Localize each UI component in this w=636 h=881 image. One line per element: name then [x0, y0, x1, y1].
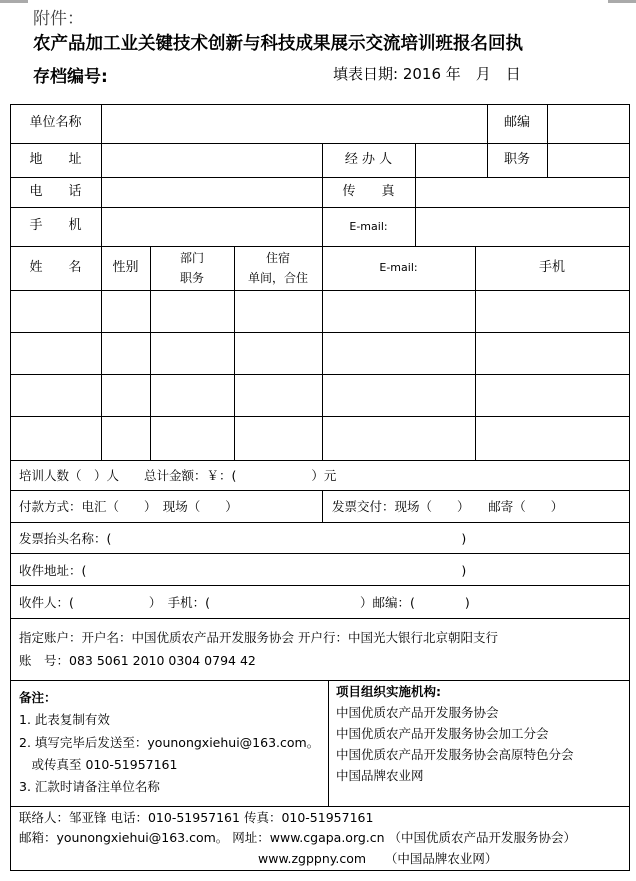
notes-title: 备注：	[19, 690, 57, 705]
attachment-label: 附件：	[33, 9, 84, 29]
notes-item: 3. 汇款时请备注单位名称	[19, 779, 160, 794]
fax-label: 传 真	[342, 183, 395, 199]
table-rule-horizontal	[10, 553, 630, 554]
trainee-count-total-amount[interactable]: 培训人数（ ）人 总计金额：￥：( ）元	[19, 468, 337, 483]
address-label: 地 址	[29, 151, 82, 167]
mobile-label: 手 机	[29, 218, 82, 234]
handler-field[interactable]	[415, 143, 487, 177]
unit-name-label: 单位名称	[29, 115, 82, 131]
table-rule-horizontal	[10, 490, 630, 491]
participant-cell[interactable]	[10, 290, 101, 332]
table-rule-vertical	[629, 104, 630, 870]
participant-cell[interactable]	[150, 416, 234, 460]
table-rule-vertical	[322, 490, 323, 522]
bank-account-number: 账 号：083 5061 2010 0304 0794 42	[19, 653, 256, 668]
participant-cell[interactable]	[101, 290, 150, 332]
table-rule-horizontal	[10, 585, 630, 586]
notes-item: 1. 此表复制有效	[19, 712, 110, 727]
notes-item: 2. 填写完毕后发送至：younongxiehui@163.com。	[19, 735, 320, 750]
col-header-lodging: 住宿 单间，合住	[247, 250, 308, 285]
table-rule-horizontal	[10, 806, 630, 807]
table-rule-horizontal	[10, 870, 630, 871]
table-rule-horizontal	[10, 460, 630, 461]
mobile-field[interactable]	[101, 207, 322, 246]
participant-cell[interactable]	[475, 332, 629, 374]
position-field[interactable]	[547, 143, 629, 177]
organizer-item: 中国优质农产品开发服务协会高原特色分会	[336, 747, 574, 762]
archive-number-label: 存档编号:	[33, 67, 108, 87]
handler-label: 经 办 人	[344, 151, 393, 167]
address-field[interactable]	[101, 143, 322, 177]
participant-cell[interactable]	[101, 374, 150, 416]
col-header-department: 部门 职务	[179, 250, 204, 285]
participant-cell[interactable]	[475, 374, 629, 416]
participant-cell[interactable]	[234, 290, 322, 332]
participant-cell[interactable]	[150, 374, 234, 416]
participant-cell[interactable]	[322, 374, 475, 416]
col-header-mobile: 手机	[538, 259, 565, 275]
participant-cell[interactable]	[10, 374, 101, 416]
invoice-title-field[interactable]: 发票抬头名称：( )	[19, 531, 467, 546]
participant-cell[interactable]	[101, 332, 150, 374]
organizer-item: 中国优质农产品开发服务协会	[336, 705, 499, 720]
organizers-title: 项目组织实施机构:	[336, 684, 441, 699]
table-rule-horizontal	[10, 680, 630, 681]
organizer-item: 中国优质农产品开发服务协会加工分会	[336, 726, 549, 741]
fax-field[interactable]	[415, 177, 629, 207]
contact-website-2: www.zgppny.com （中国品牌农业网）	[258, 851, 498, 866]
participant-cell[interactable]	[234, 416, 322, 460]
page-corner-mark	[608, 0, 636, 3]
participant-cell[interactable]	[322, 332, 475, 374]
participant-cell[interactable]	[10, 416, 101, 460]
email-field[interactable]	[415, 207, 629, 246]
invoice-delivery[interactable]: 发票交付：现场（ ） 邮寄（ ）	[332, 499, 564, 514]
organizer-item: 中国品牌农业网	[336, 768, 424, 783]
bank-account-info: 指定账户：开户名：中国优质农产品开发服务协会 开户行：中国光大银行北京朝阳支行	[19, 630, 498, 645]
position-label: 职务	[503, 151, 530, 167]
col-header-gender: 性别	[112, 259, 139, 275]
participant-cell[interactable]	[475, 416, 629, 460]
participant-cell[interactable]	[234, 332, 322, 374]
email-label: E-mail:	[349, 219, 388, 233]
participant-cell[interactable]	[234, 374, 322, 416]
postcode-label: 邮编	[503, 115, 530, 131]
participant-cell[interactable]	[475, 290, 629, 332]
postcode-field[interactable]	[547, 104, 629, 143]
participant-cell[interactable]	[322, 290, 475, 332]
contact-line: 联络人：邹亚锋 电话：010-51957161 传真：010-51957161	[19, 810, 374, 825]
participant-cell[interactable]	[150, 290, 234, 332]
payment-method[interactable]: 付款方式：电汇（ ） 现场（ ）	[19, 499, 238, 514]
page-corner-mark	[0, 0, 28, 3]
form-title: 农产品加工业关键技术创新与科技成果展示交流培训班报名回执	[33, 34, 523, 54]
participant-cell[interactable]	[101, 416, 150, 460]
table-rule-horizontal	[10, 618, 630, 619]
recipient-field[interactable]: 收件人：( ） 手机：( ）邮编：( )	[19, 595, 470, 610]
fill-date-label: 填表日期: 2016 年 月 日	[333, 65, 521, 83]
notes-item: 或传真至 010-51957161	[19, 757, 178, 772]
table-rule-horizontal	[10, 522, 630, 523]
participant-cell[interactable]	[10, 332, 101, 374]
participant-cell[interactable]	[150, 332, 234, 374]
unit-name-field[interactable]	[101, 104, 487, 143]
phone-field[interactable]	[101, 177, 322, 207]
shipping-address-field[interactable]: 收件地址：( )	[19, 563, 467, 578]
table-rule-vertical	[328, 680, 329, 806]
phone-label: 电 话	[29, 183, 82, 199]
participant-cell[interactable]	[322, 416, 475, 460]
col-header-email: E-mail:	[379, 261, 418, 275]
col-header-name: 姓 名	[29, 259, 82, 275]
contact-email-website: 邮箱：younongxiehui@163.com。 网址：www.cgapa.org.cn （中国优质农产品开发服务协会）	[19, 830, 577, 845]
